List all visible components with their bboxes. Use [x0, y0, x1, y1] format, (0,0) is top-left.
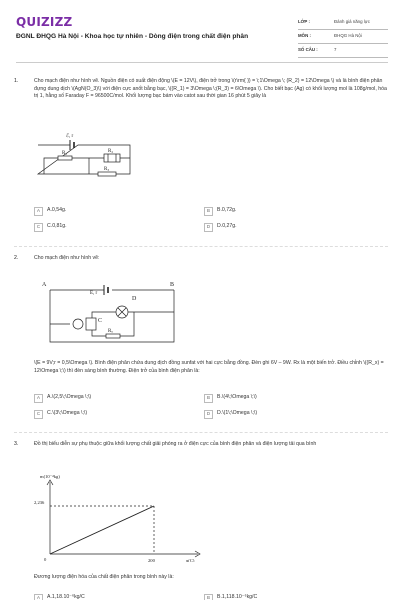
option-letter: B: [204, 594, 213, 600]
question-divider: [14, 432, 388, 433]
option-letter: D: [204, 223, 213, 232]
question-text-continued: Đương lượng điện hóa của chất điện phân trong bình này là:: [34, 574, 174, 580]
question-1: [14, 78, 388, 101]
question-1-options: [34, 205, 374, 237]
mass-charge-graph: [34, 470, 214, 562]
question-3: [14, 441, 388, 449]
r2-label: R₂: [108, 149, 114, 154]
lamp-label: D: [132, 296, 137, 302]
option-a[interactable]: [34, 594, 204, 600]
option-row: [34, 205, 374, 217]
question-number: 3.: [14, 441, 19, 447]
meta-label: LỚP :: [298, 19, 310, 25]
meta-value: 7: [334, 47, 337, 53]
r3-label: R₃: [104, 167, 110, 172]
option-text: A.0,54g.: [47, 207, 67, 214]
question-number: 2.: [14, 255, 19, 261]
option-b[interactable]: [204, 594, 374, 600]
graph-y-tick: 2,236: [34, 500, 45, 505]
option-row: [34, 221, 374, 233]
option-d[interactable]: [204, 410, 374, 419]
question-2-body: [14, 360, 388, 375]
meta-subject-row: [298, 30, 388, 44]
question-3-options: [34, 592, 374, 600]
quizizz-logo: QUIZIZZ: [16, 15, 73, 29]
emf-label: ℰ, r: [66, 134, 74, 139]
option-letter: A: [34, 207, 43, 216]
meta-value: ĐHQG Hà Nội: [334, 33, 362, 39]
graph-origin: 0: [44, 557, 47, 562]
meta-value: Đánh giá năng lực: [334, 19, 370, 25]
question-divider: [14, 246, 388, 247]
option-text: D.\(1\;\Omega \;\): [217, 410, 258, 417]
worksheet-title: ĐGNL ĐHQG Hà Nội - Khoa học tự nhiên - Dòng điện trong chất điện phân: [16, 33, 249, 40]
option-letter: A: [34, 594, 43, 600]
option-a[interactable]: [34, 394, 204, 403]
option-d[interactable]: [204, 223, 374, 232]
circuit-diagram-1: [34, 128, 134, 190]
worksheet-meta: [298, 16, 388, 58]
question-2-options: [34, 392, 374, 424]
graph-x-tick: 200: [148, 558, 155, 562]
node-a-label: A: [42, 282, 47, 288]
option-text: A.\(2,5\;\Omega \;\): [47, 394, 92, 401]
option-text: D.0,27g.: [217, 223, 237, 230]
question-2: [14, 255, 388, 263]
option-row: [34, 408, 374, 420]
option-text: C.0,81g.: [47, 223, 67, 230]
rx-label: Rₓ: [108, 329, 113, 334]
header-divider: [16, 62, 388, 63]
option-letter: B: [204, 394, 213, 403]
option-c[interactable]: [34, 223, 204, 232]
option-text: B.0,72g.: [217, 207, 237, 214]
meta-label: MÔN :: [298, 33, 311, 39]
option-letter: C: [34, 410, 43, 419]
question-3-body: [14, 574, 388, 582]
option-letter: C: [34, 223, 43, 232]
question-text: Đồ thị biểu diễn sự phụ thuộc giữa khối lượng chất giải phóng ra ở điện cực của bình điện phân và điện lượng tải qua bình: [34, 441, 317, 447]
question-number: 1.: [14, 78, 19, 84]
option-c[interactable]: [34, 410, 204, 419]
emf-label: E, r: [90, 291, 98, 296]
option-letter: B: [204, 207, 213, 216]
option-text: B.1,118.10⁻⁶kg/C: [217, 594, 258, 600]
meta-count-row: [298, 44, 388, 58]
option-row: [34, 392, 374, 404]
question-text: Cho mạch điện như hình vẽ:: [34, 255, 100, 261]
meta-label: SỐ CÂU :: [298, 47, 318, 53]
graph-x-label: q(C): [186, 558, 195, 562]
graph-y-label: m(10⁻⁴kg): [40, 474, 60, 479]
option-a[interactable]: [34, 207, 204, 216]
circuit-diagram-2: [34, 272, 184, 346]
option-letter: A: [34, 394, 43, 403]
node-b-label: B: [170, 282, 175, 288]
option-row: [34, 592, 374, 600]
option-text: C.\(3\;\Omega \;\): [47, 410, 88, 417]
cell-label: C: [98, 318, 103, 324]
option-text: A.1,18.10⁻⁶kg/C: [47, 594, 85, 600]
r1-label: R₁: [62, 151, 68, 156]
option-b[interactable]: [204, 394, 374, 403]
option-letter: D: [204, 410, 213, 419]
option-b[interactable]: [204, 207, 374, 216]
question-text: Cho mạch điện như hình vẽ. Nguồn điện có suất điện động \(E = 12V\), điện trở trong \(r\rm{ }) = \;1\Omega \; (R_2) = 12\Omega \) và là bình điện phân đựng dung dịch \(AgN(O_3)\) với điện cực anốt bằng bạc, \((R_1) = 3\Omega \;(R_3) = 6\Omega \). Cho biết bạc (Ag) có khối lượng mol là 108g/mol, hóa trị 1, hằng số Faraday F = 96500C/mol. Khối lượng bạc bám vào catot sau thời gian 16 phút 5 giây là: [34, 78, 387, 100]
question-text-continued: \(E = 9V;r = 0,5\Omega \). Bình điện phân chứa dung dịch đồng sunfat với hai cực bằng đồng. Đèn ghi 6V – 9W. Rx là một biến trở. Điều chỉnh \((R_x) = 12\Omega \;\) thì đèn sáng bình thường. Điện trở của bình điện phân là:: [34, 360, 384, 374]
meta-class-row: [298, 16, 388, 30]
option-text: B.\(4\;\Omega \;\): [217, 394, 257, 401]
